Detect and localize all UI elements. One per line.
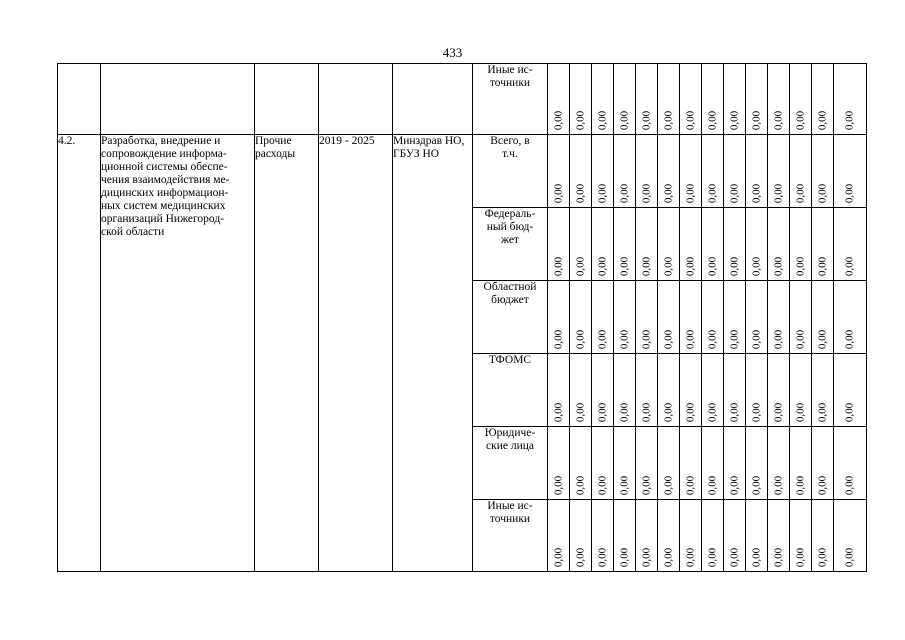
value-text: 0,00 [750,547,762,568]
funding-source-label: Юридиче- ские лица [484,427,536,452]
executor: Минздрав НО, ГБУЗ НО [393,135,473,572]
funding-source-label: Всего, в т.ч. [490,135,530,160]
value-text: 0,00 [728,402,740,423]
value-text: 0,00 [618,475,630,496]
funding-source-cell [473,208,548,281]
value-text: 0,00 [794,110,806,131]
value-cell [702,500,724,572]
value-text: 0,00 [684,329,696,350]
value-text: 0,00 [574,183,586,204]
value-cell [790,64,812,135]
value-cell [834,427,867,500]
value-cell [548,500,570,572]
value-text: 0,00 [843,256,856,277]
value-text: 0,00 [706,547,718,568]
value-text: 0,00 [662,402,674,423]
value-cell [548,427,570,500]
value-cell [834,208,867,281]
value-text: 0,00 [596,256,608,277]
empty-cell [393,64,473,135]
value-cell [812,208,834,281]
value-text: 0,00 [750,475,762,496]
value-cell [790,208,812,281]
value-text: 0,00 [728,547,740,568]
value-text: 0,00 [728,475,740,496]
value-text: 0,00 [772,110,784,131]
value-cell [570,500,592,572]
value-cell [768,208,790,281]
value-cell [614,427,636,500]
value-cell [548,354,570,427]
value-cell [570,427,592,500]
budget-table [57,63,867,572]
empty-cell [101,64,255,135]
funding-source-label: Областной бюджет [483,281,537,306]
value-text: 0,00 [618,329,630,350]
funding-source-cell [473,427,548,500]
value-cell [548,208,570,281]
value-cell [724,427,746,500]
value-text: 0,00 [794,329,806,350]
value-text: 0,00 [772,329,784,350]
value-cell [614,64,636,135]
value-cell [724,354,746,427]
value-text: 0,00 [794,402,806,423]
value-text: 0,00 [706,256,718,277]
value-text: 0,00 [574,475,586,496]
value-cell [658,500,680,572]
value-cell [834,64,867,135]
value-cell [790,354,812,427]
value-text: 0,00 [728,329,740,350]
value-cell [746,427,768,500]
value-cell [834,135,867,208]
value-text: 0,00 [662,475,674,496]
value-text: 0,00 [574,329,586,350]
value-cell [636,64,658,135]
value-cell [636,354,658,427]
value-text: 0,00 [816,329,828,350]
value-text: 0,00 [596,402,608,423]
value-cell [548,135,570,208]
value-text: 0,00 [684,547,696,568]
value-cell [768,354,790,427]
value-text: 0,00 [618,402,630,423]
value-cell [592,135,614,208]
value-cell [570,281,592,354]
funding-source-cell [473,281,548,354]
value-text: 0,00 [843,402,856,423]
value-cell [570,208,592,281]
value-cell [702,135,724,208]
value-cell [680,64,702,135]
value-text: 0,00 [706,110,718,131]
value-cell [812,354,834,427]
value-text: 0,00 [794,256,806,277]
value-cell [724,500,746,572]
value-text: 0,00 [728,110,740,131]
value-cell [812,281,834,354]
funding-source-cell [473,64,548,135]
value-text: 0,00 [662,183,674,204]
value-text: 0,00 [662,547,674,568]
value-cell [636,500,658,572]
item-name: Разработка, внедрение и сопровождение информа- ционной системы обеспе- чения взаимодействия ме- дицинских информацион- ных систем медицинских организаций Нижегород- ской области [101,135,255,572]
value-text: 0,00 [772,256,784,277]
funding-source-cell [473,354,548,427]
value-cell [592,354,614,427]
value-cell [636,281,658,354]
value-cell [614,208,636,281]
value-text: 0,00 [750,183,762,204]
value-cell [658,427,680,500]
value-text: 0,00 [596,475,608,496]
table-row-total [58,135,867,208]
value-cell [592,500,614,572]
value-cell [746,135,768,208]
value-text: 0,00 [552,329,564,350]
value-cell [768,64,790,135]
value-text: 0,00 [552,110,564,131]
value-cell [592,281,614,354]
value-text: 0,00 [684,475,696,496]
value-text: 0,00 [618,183,630,204]
value-cell [570,135,592,208]
value-cell [812,64,834,135]
value-text: 0,00 [816,547,828,568]
funding-source-label: Иные ис- точники [487,500,533,525]
value-text: 0,00 [574,402,586,423]
value-cell [746,64,768,135]
funding-source-cell [473,135,548,208]
item-number: 4.2. [58,135,101,572]
value-text: 0,00 [816,402,828,423]
value-text: 0,00 [706,329,718,350]
value-text: 0,00 [596,329,608,350]
page-number: 433 [442,45,463,60]
value-cell [658,135,680,208]
funding-source-label: Иные ис- точники [487,64,533,89]
value-cell [702,354,724,427]
value-text: 0,00 [640,329,652,350]
value-text: 0,00 [843,329,856,350]
value-cell [658,208,680,281]
value-text: 0,00 [816,110,828,131]
value-text: 0,00 [552,402,564,423]
value-cell [768,427,790,500]
value-cell [790,135,812,208]
funding-source-label: ТФОМС [488,354,532,366]
value-text: 0,00 [640,475,652,496]
value-cell [702,281,724,354]
value-cell [790,281,812,354]
value-cell [768,135,790,208]
value-text: 0,00 [843,547,856,568]
value-text: 0,00 [843,110,856,131]
value-cell [746,281,768,354]
table-row-prev-other [58,64,867,135]
value-text: 0,00 [772,183,784,204]
value-cell [790,427,812,500]
value-text: 0,00 [574,547,586,568]
value-cell [548,281,570,354]
value-text: 0,00 [750,329,762,350]
value-cell [724,208,746,281]
value-text: 0,00 [596,547,608,568]
value-text: 0,00 [750,402,762,423]
value-text: 0,00 [794,547,806,568]
value-cell [680,354,702,427]
value-text: 0,00 [706,475,718,496]
value-cell [680,208,702,281]
value-text: 0,00 [662,329,674,350]
value-cell [812,427,834,500]
value-cell [592,208,614,281]
value-text: 0,00 [552,183,564,204]
value-text: 0,00 [640,402,652,423]
value-text: 0,00 [618,110,630,131]
empty-cell [319,64,393,135]
value-text: 0,00 [794,183,806,204]
value-cell [680,500,702,572]
value-cell [680,427,702,500]
value-text: 0,00 [684,183,696,204]
value-text: 0,00 [728,183,740,204]
value-text: 0,00 [552,475,564,496]
value-cell [614,354,636,427]
value-cell [614,281,636,354]
value-text: 0,00 [662,110,674,131]
value-cell [614,135,636,208]
value-cell [812,500,834,572]
value-cell [834,281,867,354]
value-text: 0,00 [843,475,856,496]
value-cell [746,208,768,281]
value-text: 0,00 [640,256,652,277]
value-text: 0,00 [772,547,784,568]
value-cell [658,281,680,354]
value-text: 0,00 [843,183,856,204]
expense-type: Прочие расходы [255,135,319,572]
value-text: 0,00 [728,256,740,277]
value-cell [768,500,790,572]
value-cell [724,281,746,354]
value-cell [614,500,636,572]
value-text: 0,00 [640,547,652,568]
value-cell [812,135,834,208]
value-text: 0,00 [618,256,630,277]
value-text: 0,00 [816,183,828,204]
empty-cell [255,64,319,135]
value-cell [724,135,746,208]
value-cell [680,281,702,354]
value-cell [636,208,658,281]
value-text: 0,00 [640,110,652,131]
value-cell [680,135,702,208]
value-cell [702,208,724,281]
value-text: 0,00 [684,110,696,131]
value-text: 0,00 [816,475,828,496]
value-text: 0,00 [640,183,652,204]
value-cell [658,354,680,427]
empty-cell [58,64,101,135]
value-text: 0,00 [772,475,784,496]
value-cell [746,354,768,427]
value-cell [570,354,592,427]
value-text: 0,00 [684,256,696,277]
value-cell [746,500,768,572]
value-text: 0,00 [618,547,630,568]
period: 2019 - 2025 [319,135,393,572]
value-text: 0,00 [552,256,564,277]
value-cell [724,64,746,135]
value-cell [592,64,614,135]
value-text: 0,00 [574,110,586,131]
value-text: 0,00 [684,402,696,423]
value-text: 0,00 [706,183,718,204]
value-cell [548,64,570,135]
value-cell [636,135,658,208]
value-cell [570,64,592,135]
value-text: 0,00 [772,402,784,423]
funding-source-label: Федераль- ный бюд- жет [484,208,536,246]
value-text: 0,00 [816,256,828,277]
value-text: 0,00 [706,402,718,423]
funding-source-cell [473,500,548,572]
value-text: 0,00 [794,475,806,496]
value-text: 0,00 [552,547,564,568]
value-cell [702,64,724,135]
value-cell [834,500,867,572]
value-cell [658,64,680,135]
value-text: 0,00 [596,110,608,131]
value-cell [702,427,724,500]
value-cell [768,281,790,354]
value-text: 0,00 [750,110,762,131]
value-cell [592,427,614,500]
value-cell [636,427,658,500]
value-text: 0,00 [662,256,674,277]
value-text: 0,00 [596,183,608,204]
value-cell [790,500,812,572]
value-text: 0,00 [574,256,586,277]
value-text: 0,00 [750,256,762,277]
value-cell [834,354,867,427]
